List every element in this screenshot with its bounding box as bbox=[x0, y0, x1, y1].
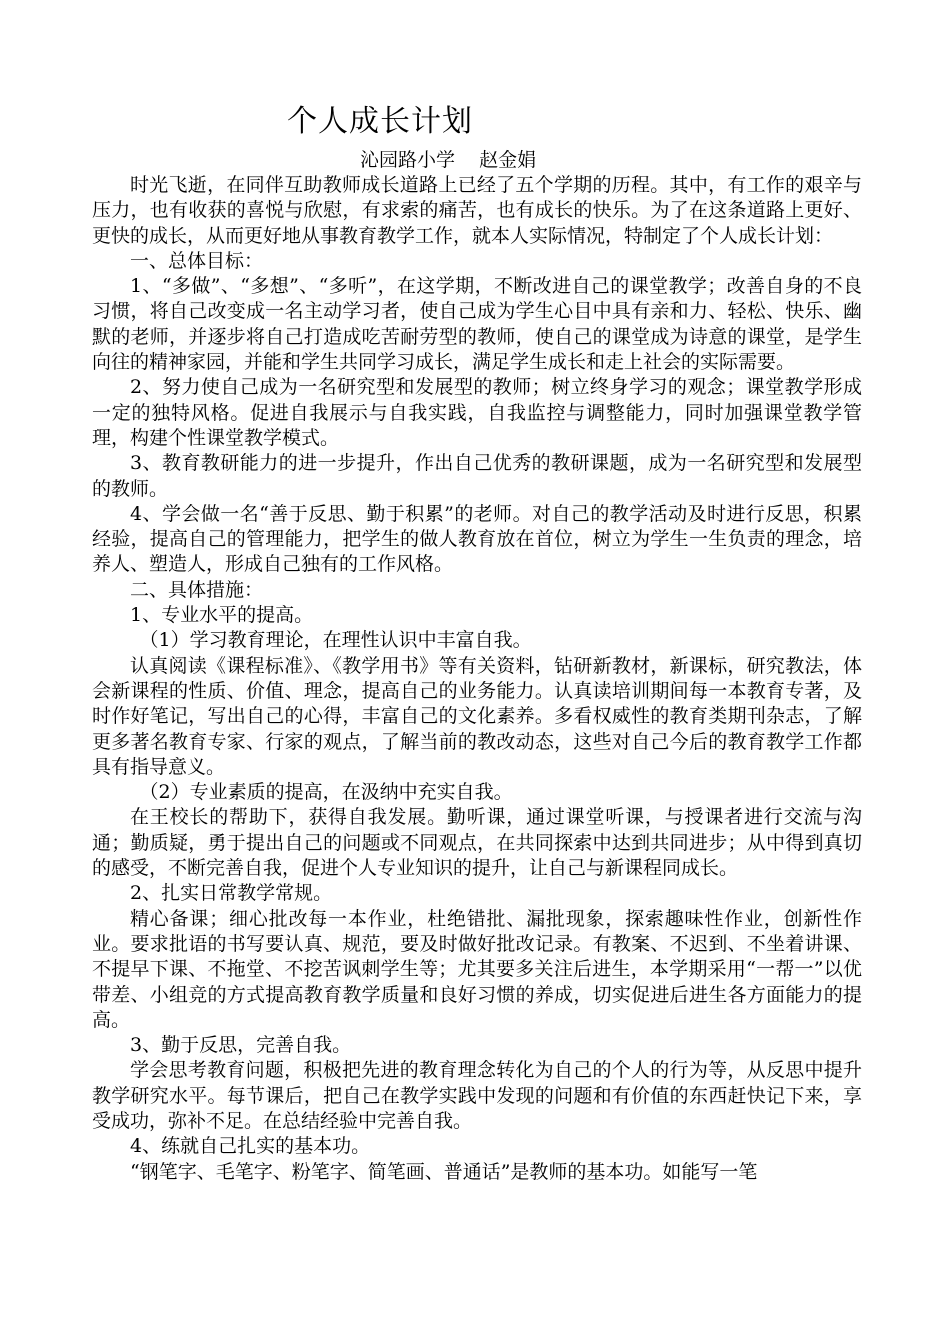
section-heading-measures: 二、具体措施： bbox=[130, 578, 264, 601]
goal-paragraph-4: 4、学会做一名“善于反思、勤于积累”的老师。对自己的教学活动及时进行反思，积累经验，提高自己的管理能力，把学生的做人教育放在首位，树立为学生一生负责的理念，培养人、塑造人，形成自己独有的工作风格。 bbox=[92, 502, 862, 576]
measure-heading-2: 2、扎实日常教学常规。 bbox=[130, 882, 333, 905]
section-heading-goals: 一、总体目标： bbox=[130, 249, 264, 272]
measure-subheading-1-1: （1）学习教育理论，在理性认识中丰富自我。 bbox=[139, 629, 532, 652]
measure-paragraph-3: 学会思考教育问题，积极把先进的教育理念转化为自己的个人的行为等，从反思中提升教学研究水平。每节课后，把自己在教学实践中发现的问题和有价值的东西赶快记下来，享受成功，弥补不足。在总结经验中完善自我。 bbox=[92, 1059, 862, 1132]
measure-paragraph-2: 精心备课；细心批改每一本作业，杜绝错批、漏批现象，探索趣味性作业，创新性作业。要求批语的书写要认真、规范，要及时做好批改记录。有教案、不迟到、不坐着讲课、不提早下课、不拖堂、不挖苦讽刺学生等；尤其要多关注后进生，本学期采用“一帮一”以优带差、小组竞的方式提高教育教学质量和良好习惯的养成，切实促进后进生各方面能力的提高。 bbox=[92, 907, 862, 1031]
document-title: 个人成长计划 bbox=[287, 104, 473, 139]
intro-paragraph: 时光飞逝，在同伴互助教师成长道路上已经了五个学期的历程。其中，有工作的艰辛与压力，也有收获的喜悦与欣慰，有求索的痛苦，也有成长的快乐。为了在这条道路上更好、更快的成长，从而更好地从事教育教学工作，就本人实际情况，特制定了个人成长计划： bbox=[92, 174, 862, 247]
goal-paragraph-3: 3、教育教研能力的进一步提升，作出自己优秀的教研课题，成为一名研究型和发展型的教师。 bbox=[92, 452, 862, 500]
goal-paragraph-1: 1、“多做”、“多想”、“多听”，在这学期，不断改进自己的课堂教学；改善自身的不良习惯，将自己改变成一名主动学习者，使自己成为学生心目中具有亲和力、轻松、快乐、幽默的老师，并逐步将自己打造成吃苦耐劳型的教师，使自己的课堂成为诗意的课堂，是学生向往的精神家园，并能和学生共同学习成长，满足学生成长和走上社会的实际需要。 bbox=[92, 275, 862, 374]
measure-heading-1: 1、专业水平的提高。 bbox=[130, 604, 314, 627]
measure-paragraph-4: “钢笔字、毛笔字、粉笔字、简笔画、普通话”是教师的基本功。如能写一笔 bbox=[130, 1160, 758, 1183]
author-byline: 沁园路小学 赵金娟 bbox=[360, 149, 537, 171]
measure-subheading-1-2: （2）专业素质的提高，在汲纳中充实自我。 bbox=[139, 781, 513, 804]
measure-heading-3: 3、勤于反思，完善自我。 bbox=[130, 1034, 352, 1057]
measure-paragraph-1-1: 认真阅读《课程标准》、《教学用书》等有关资料，钻研新教材，新课标，研究教法，体会新课程的性质、价值、理念，提高自己的业务能力。认真读培训期间每一本教育专著，及时作好笔记，写出自己的心得，丰富自己的文化素养。多看权威性的教育类期刊杂志，了解更多著名教育专家、行家的观点，了解当前的教改动态，这些对自己今后的教育教学工作都具有指导意义。 bbox=[92, 654, 862, 778]
goal-paragraph-2: 2、努力使自己成为一名研究型和发展型的教师；树立终身学习的观念；课堂教学形成一定的独特风格。促进自我展示与自我实践，自我监控与调整能力，同时加强课堂教学管理，构建个性课堂教学模式。 bbox=[92, 376, 862, 449]
document-page bbox=[92, 100, 862, 1185]
measure-heading-4: 4、练就自己扎实的基本功。 bbox=[130, 1135, 371, 1158]
measure-paragraph-1-2: 在王校长的帮助下，获得自我发展。勤听课，通过课堂听课，与授课者进行交流与沟通；勤质疑，勇于提出自己的问题或不同观点，在共同探索中达到共同进步；从中得到真切的感受，不断完善自我，促进个人专业知识的提升，让自己与新课程同成长。 bbox=[92, 806, 862, 880]
